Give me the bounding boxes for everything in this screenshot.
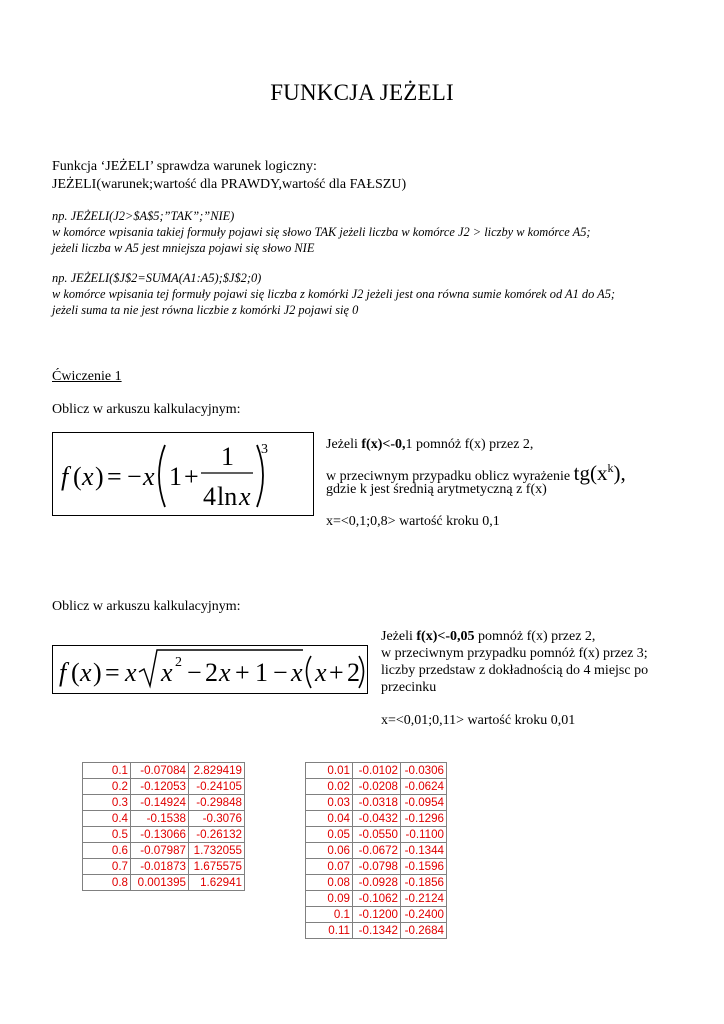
table-cell: 0.5 — [83, 827, 131, 843]
table-cell: -0.0672 — [353, 843, 401, 859]
table-cell: -0.24105 — [189, 779, 245, 795]
formula-2 — [53, 646, 367, 693]
table-cell: -0.0954 — [401, 795, 447, 811]
example2-formula: np. JEŻELI($J$2=SUMA(A1:A5);$J$2;0) — [52, 271, 262, 285]
table-row — [306, 875, 447, 891]
example1-desc-1: w komórce wpisania takiej formuły pojawi się słowo TAK jeżeli liczba w komórce J2 > liczby w komórce A5; — [52, 225, 591, 239]
table-cell: 0.02 — [306, 779, 353, 795]
svg-text:(: ( — [71, 658, 80, 687]
table-cell: -0.26132 — [189, 827, 245, 843]
example2-desc-2: jeżeli suma ta nie jest równa liczbie z komórki J2 pojawi się 0 — [52, 303, 359, 317]
table-row — [306, 811, 447, 827]
table-cell: 0.1 — [83, 763, 131, 779]
svg-text:x: x — [219, 658, 231, 687]
tg-close: ), — [613, 461, 626, 485]
table-row — [306, 907, 447, 923]
table-cell: -0.1200 — [353, 907, 401, 923]
svg-text:2: 2 — [175, 655, 182, 670]
formula-1 — [53, 433, 313, 515]
table-row — [306, 763, 447, 779]
tg-exponent: k — [607, 461, 614, 475]
table-row — [306, 843, 447, 859]
table-cell: 1.62941 — [189, 875, 245, 891]
table-cell: 0.7 — [83, 859, 131, 875]
svg-text:+: + — [235, 658, 250, 687]
svg-text:−: − — [273, 658, 288, 687]
svg-text:=: = — [107, 462, 122, 491]
table-cell: -0.12053 — [131, 779, 189, 795]
table-cell: -0.0208 — [353, 779, 401, 795]
example1-formula: np. JEŻELI(J2>$A$5;”TAK”;”NIE) — [52, 209, 235, 223]
table-row — [306, 859, 447, 875]
table-cell: -0.2124 — [401, 891, 447, 907]
exercise-heading: Ćwiczenie 1 — [52, 369, 122, 384]
svg-text:): ) — [93, 658, 102, 687]
table-cell: -0.0432 — [353, 811, 401, 827]
table-cell: -0.01873 — [131, 859, 189, 875]
table-cell: -0.0102 — [353, 763, 401, 779]
svg-text:+: + — [329, 658, 344, 687]
table-cell: 1.675575 — [189, 859, 245, 875]
example2-desc-1: w komórce wpisania tej formuły pojawi się liczba z komórki J2 jeżeli jest ona równa sumie komórek od A1 do A5; — [52, 287, 616, 301]
table-cell: -0.07987 — [131, 843, 189, 859]
table-cell: 0.07 — [306, 859, 353, 875]
svg-text:(: ( — [73, 462, 82, 491]
example1-desc-2: jeżeli liczba w A5 jest mniejsza pojawi się słowo NIE — [52, 241, 315, 255]
svg-text:=: = — [105, 658, 120, 687]
results-table-1 — [82, 762, 245, 891]
task2-line-1-pre: Jeżeli — [381, 629, 417, 644]
svg-text:+: + — [184, 462, 199, 491]
task1-line-1 — [326, 436, 533, 453]
task1-line-3: gdzie k jest średnią arytmetyczną z f(x) — [326, 482, 547, 497]
svg-text:x: x — [161, 658, 173, 687]
task2-line-4: przecinku — [381, 680, 437, 695]
table-row — [83, 763, 245, 779]
svg-text:−: − — [127, 462, 142, 491]
table-cell: -0.1296 — [401, 811, 447, 827]
task2-line-1 — [381, 628, 595, 645]
intro-line-1: Funkcja ‘JEŻELI’ sprawdza warunek logiczny: — [52, 159, 317, 174]
table-cell: -0.0550 — [353, 827, 401, 843]
table-cell: 0.06 — [306, 843, 353, 859]
table-cell: -0.0624 — [401, 779, 447, 795]
table-cell: 2.829419 — [189, 763, 245, 779]
svg-text:1: 1 — [169, 462, 182, 491]
table-cell: -0.1062 — [353, 891, 401, 907]
table-cell: 0.4 — [83, 811, 131, 827]
svg-text:2: 2 — [205, 658, 218, 687]
page-title: FUNKCJA JEŻELI — [270, 80, 454, 105]
tg-expression — [574, 461, 626, 485]
table-row — [83, 827, 245, 843]
svg-text:ln: ln — [217, 482, 238, 511]
table-row — [306, 923, 447, 939]
task2-range: x=<0,01;0,11> wartość kroku 0,01 — [381, 713, 576, 728]
table-cell: 0.8 — [83, 875, 131, 891]
table-cell: -0.3076 — [189, 811, 245, 827]
svg-text:x: x — [125, 658, 137, 687]
svg-text:3: 3 — [261, 442, 268, 457]
table-cell: -0.13066 — [131, 827, 189, 843]
table-row — [83, 875, 245, 891]
table-cell: -0.1596 — [401, 859, 447, 875]
svg-text:f: f — [61, 462, 69, 491]
table-cell: 0.1 — [306, 907, 353, 923]
table-row — [83, 795, 245, 811]
table-cell: 0.05 — [306, 827, 353, 843]
table-cell: -0.0798 — [353, 859, 401, 875]
table-cell: 0.03 — [306, 795, 353, 811]
svg-text:x: x — [315, 658, 327, 687]
task2-condition: f(x)<-0,05 — [416, 629, 475, 644]
task2-line-2: w przeciwnym przypadku pomnóż f(x) przez 3; — [381, 646, 648, 661]
table-cell: 1.732055 — [189, 843, 245, 859]
table-cell: -0.1538 — [131, 811, 189, 827]
calc-label-2: Oblicz w arkuszu kalkulacyjnym: — [52, 599, 241, 614]
table-cell: -0.0928 — [353, 875, 401, 891]
table-cell: -0.0306 — [401, 763, 447, 779]
formula-2-box — [52, 645, 368, 694]
table-row — [306, 795, 447, 811]
table-cell: 0.09 — [306, 891, 353, 907]
table-cell: 0.04 — [306, 811, 353, 827]
task2-line-3: liczby przedstaw z dokładnością do 4 miejsc po — [381, 663, 649, 678]
svg-text:x: x — [80, 658, 92, 687]
task1-condition: f(x)<-0, — [361, 437, 406, 452]
table-cell: -0.2684 — [401, 923, 447, 939]
table-cell: -0.1100 — [401, 827, 447, 843]
svg-text:4: 4 — [203, 482, 216, 511]
task1-line-1-pre: Jeżeli — [326, 437, 362, 452]
task1-line-1-post: 1 pomnóż f(x) przez 2, — [405, 437, 534, 452]
table-cell: 0.3 — [83, 795, 131, 811]
table-cell: -0.07084 — [131, 763, 189, 779]
table-cell: -0.29848 — [189, 795, 245, 811]
formula-1-box — [52, 432, 314, 516]
table-cell: 0.08 — [306, 875, 353, 891]
table-cell: -0.1344 — [401, 843, 447, 859]
table-row — [83, 811, 245, 827]
svg-text:−: − — [187, 658, 202, 687]
tg-base: tg(x — [573, 461, 608, 485]
calc-label-1: Oblicz w arkuszu kalkulacyjnym: — [52, 402, 241, 417]
table-row — [83, 779, 245, 795]
table-row — [306, 779, 447, 795]
svg-text:x: x — [143, 462, 155, 491]
intro-line-2: JEŻELI(warunek;wartość dla PRAWDY,wartość dla FAŁSZU) — [52, 177, 407, 192]
table-cell: 0.2 — [83, 779, 131, 795]
table-cell: 0.001395 — [131, 875, 189, 891]
table-cell: 0.01 — [306, 763, 353, 779]
task1-range: x=<0,1;0,8> wartość kroku 0,1 — [326, 514, 500, 529]
table-cell: 0.6 — [83, 843, 131, 859]
table-row — [306, 827, 447, 843]
svg-text:x: x — [82, 462, 94, 491]
table-cell: -0.14924 — [131, 795, 189, 811]
table-row — [306, 891, 447, 907]
svg-text:1: 1 — [255, 658, 268, 687]
table-cell: -0.2400 — [401, 907, 447, 923]
svg-text:f: f — [59, 658, 67, 687]
svg-text:1: 1 — [221, 442, 234, 471]
table-cell: -0.1856 — [401, 875, 447, 891]
svg-text:x: x — [291, 658, 303, 687]
table-row — [83, 859, 245, 875]
table-cell: -0.1342 — [353, 923, 401, 939]
svg-text:x: x — [239, 482, 251, 511]
results-table-2 — [305, 762, 447, 939]
table-row — [83, 843, 245, 859]
table-cell: -0.0318 — [353, 795, 401, 811]
task1-line-2-text: w przeciwnym przypadku oblicz wyrażenie — [326, 469, 571, 484]
svg-text:2: 2 — [347, 658, 360, 687]
task2-line-1-post: pomnóż f(x) przez 2, — [474, 629, 596, 644]
table-cell: 0.11 — [306, 923, 353, 939]
svg-text:): ) — [95, 462, 104, 491]
